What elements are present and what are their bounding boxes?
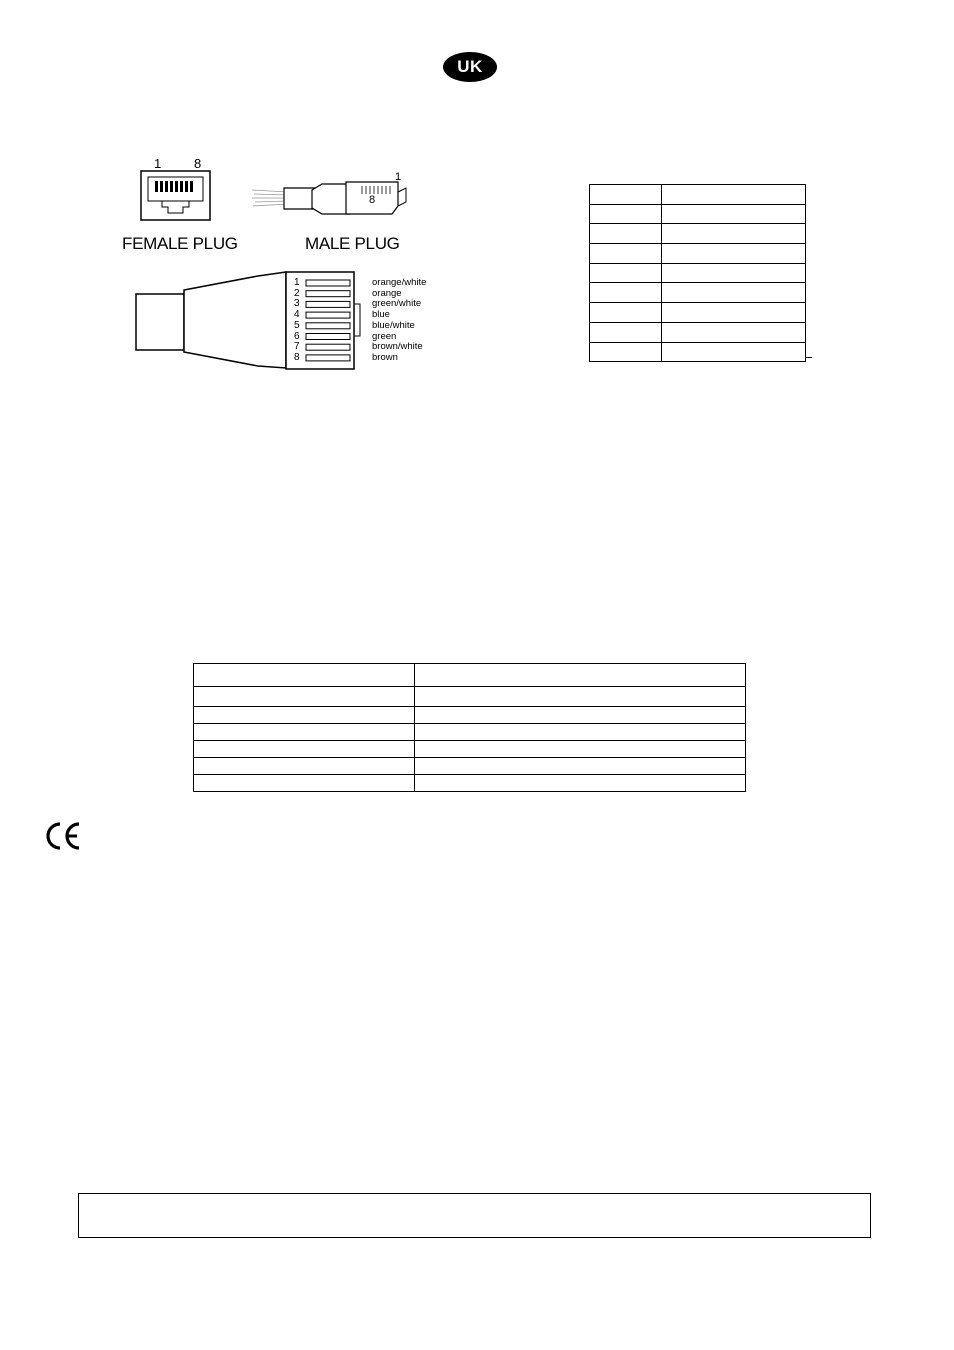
male-plug-icon [250, 176, 410, 220]
table-cell [194, 758, 415, 775]
female-plug-pin-first: 1 [154, 156, 162, 171]
table-cell [414, 758, 745, 775]
connector-wiring-drawing [132, 270, 372, 374]
wire-pin-number: 5 [294, 319, 300, 331]
language-badge: UK [443, 52, 497, 82]
wire-color-label: green/white [372, 298, 422, 310]
table-cell [590, 263, 662, 283]
table-cell [194, 707, 415, 724]
male-plug-pin-first: 1 [395, 171, 402, 183]
table-cell [414, 664, 745, 687]
table-cell [414, 775, 745, 792]
wire-color-label: brown [372, 351, 398, 363]
male-plug-pin-last: 8 [369, 194, 376, 206]
table-cell [194, 775, 415, 792]
table-cell [590, 204, 662, 224]
table-cell [194, 724, 415, 741]
table-cell [661, 244, 805, 264]
table-cell [661, 322, 805, 342]
ce-mark-icon [44, 819, 82, 853]
table-cell [194, 687, 415, 707]
pin-assignment-table [589, 184, 806, 362]
table-cell [414, 687, 745, 707]
table-cell [414, 724, 745, 741]
table-cell [590, 185, 662, 205]
table-cell [661, 224, 805, 244]
table-cell [590, 342, 662, 362]
table-tick-mark [806, 357, 812, 358]
wire-color-label: brown/white [372, 341, 423, 353]
table-cell [590, 322, 662, 342]
table-cell [661, 342, 805, 362]
table-cell [661, 263, 805, 283]
table-cell [661, 283, 805, 303]
notice-frame [78, 1193, 871, 1238]
table-cell [661, 204, 805, 224]
table-cell [414, 741, 745, 758]
table-cell [590, 283, 662, 303]
female-plug-caption: FEMALE PLUG [122, 234, 238, 253]
wire-pin-number: 2 [294, 287, 300, 299]
table-cell [194, 664, 415, 687]
wire-pin-number: 6 [294, 330, 300, 342]
table-cell [194, 741, 415, 758]
table-cell [590, 303, 662, 323]
table-cell [590, 244, 662, 264]
wire-pin-number: 1 [294, 277, 300, 288]
table-cell [661, 303, 805, 323]
wire-pin-number: 3 [294, 298, 300, 310]
wire-pin-number: 8 [294, 351, 300, 363]
wire-color-label: blue/white [372, 319, 415, 331]
female-plug-pin-last: 8 [194, 156, 202, 171]
wire-color-label: orange [372, 287, 402, 299]
male-plug-caption: MALE PLUG [305, 234, 400, 253]
table-cell [414, 707, 745, 724]
wire-pin-number: 4 [294, 309, 300, 321]
wire-color-label: green [372, 330, 397, 342]
specifications-table [193, 663, 746, 792]
wire-color-label: blue [372, 309, 390, 321]
table-cell [590, 224, 662, 244]
wire-pin-number: 7 [294, 341, 300, 353]
table-cell [661, 185, 805, 205]
female-plug-icon [140, 170, 212, 222]
wire-color-label: orange/white [372, 277, 427, 288]
